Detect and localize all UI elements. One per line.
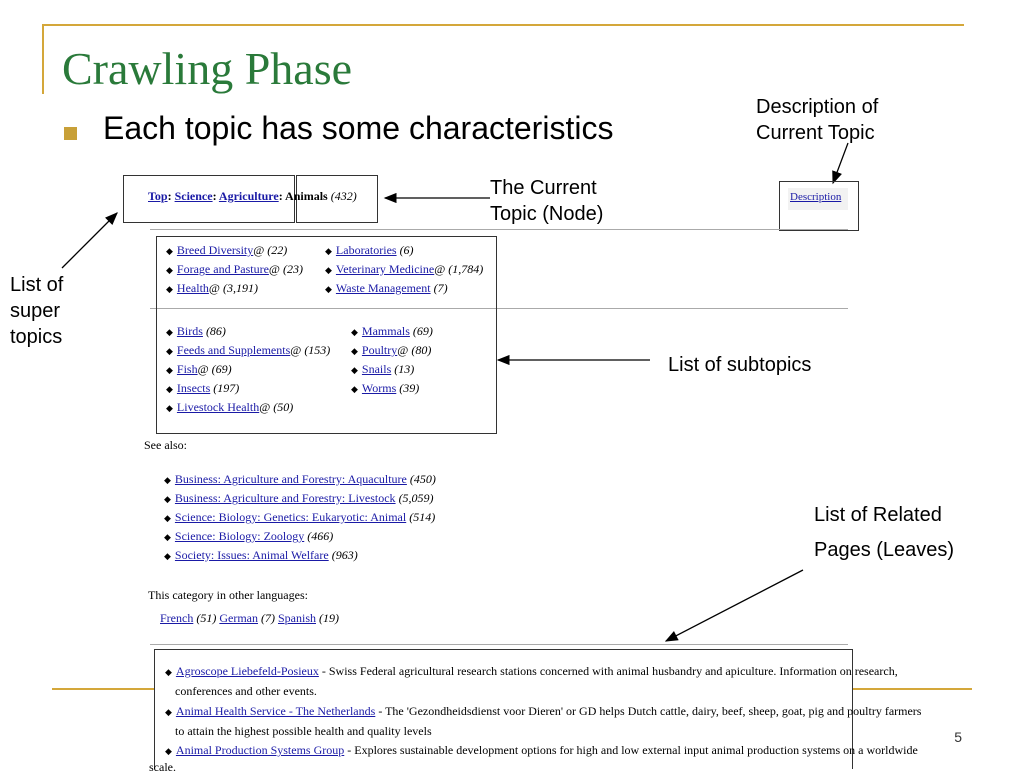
subtopic-link[interactable]: Worms bbox=[361, 381, 397, 395]
see-also-item: ◆ Business: Agriculture and Forestry: Livestock (5,059) bbox=[164, 491, 434, 505]
annotation-line: Description of bbox=[756, 96, 879, 118]
subtopic-link[interactable]: Mammals bbox=[361, 324, 410, 338]
see-also-count: (466) bbox=[307, 529, 334, 543]
related-page-text: - Swiss Federal agricultural research stations concerned with animal husbandry and apiculture. Information on research, bbox=[318, 664, 898, 678]
subtopic-item: ◆ Worms (39) bbox=[351, 381, 420, 395]
subtopic-item: ◆ Insects (197) bbox=[166, 381, 240, 395]
subtopic-link[interactable]: Laboratories bbox=[335, 243, 397, 257]
see-also-item: ◆ Science: Biology: Genetics: Eukaryotic: Animal (514) bbox=[164, 510, 436, 524]
related-pages-box bbox=[149, 649, 922, 774]
annotation-line: super bbox=[10, 300, 61, 322]
subtopic-link[interactable]: Forage and Pasture bbox=[176, 262, 269, 276]
breadcrumb-sep: : bbox=[167, 189, 172, 203]
subtopic-suffix: @ bbox=[290, 343, 302, 357]
subtopic-count: (6) bbox=[399, 243, 414, 257]
bullet-diamond-icon: ◆ bbox=[165, 707, 172, 717]
divider bbox=[150, 644, 848, 645]
language-link-german[interactable]: German bbox=[219, 611, 258, 625]
language-link-french[interactable]: French bbox=[160, 611, 194, 625]
subtopic-link[interactable]: Waste Management bbox=[335, 281, 431, 295]
related-page-link[interactable]: Animal Health Service - The Netherlands bbox=[175, 704, 376, 718]
subtopic-item: ◆ Livestock Health@ (50) bbox=[166, 400, 294, 414]
related-page-text-cont: scale. bbox=[149, 760, 176, 774]
page-number: 5 bbox=[954, 729, 962, 745]
bullet-diamond-icon: ◆ bbox=[165, 667, 172, 677]
annotation-line: Pages (Leaves) bbox=[814, 539, 955, 561]
breadcrumb-science[interactable]: Science bbox=[174, 189, 213, 203]
languages-heading: This category in other languages: bbox=[148, 588, 308, 602]
divider bbox=[150, 229, 848, 230]
subtopic-link[interactable]: Birds bbox=[176, 324, 203, 338]
subtopic-item: ◆ Feeds and Supplements@ (153) bbox=[166, 343, 331, 357]
language-count: (7) bbox=[260, 611, 275, 625]
see-also-link[interactable]: Society: Issues: Animal Welfare bbox=[174, 548, 329, 562]
see-also-item: ◆ Business: Agriculture and Forestry: Aquaculture (450) bbox=[164, 472, 436, 486]
subtopic-item: ◆ Waste Management (7) bbox=[325, 281, 448, 295]
subtopic-count: (80) bbox=[411, 343, 432, 357]
related-page-link[interactable]: Animal Production Systems Group bbox=[175, 743, 345, 757]
see-also-count: (5,059) bbox=[398, 491, 434, 505]
subtopic-item: ◆ Snails (13) bbox=[351, 362, 415, 376]
subtopic-suffix: @ bbox=[268, 262, 280, 276]
subtopic-count: (3,191) bbox=[222, 281, 258, 295]
subtopic-item: ◆ Forage and Pasture@ (23) bbox=[166, 262, 303, 276]
annotation-line: Topic (Node) bbox=[490, 203, 604, 225]
related-page-text: - Explores sustainable development options for high and low external input animal production systems on a worldwide bbox=[344, 743, 918, 757]
subtopic-link[interactable]: Feeds and Supplements bbox=[176, 343, 291, 357]
subtopic-suffix: @ bbox=[197, 362, 209, 376]
breadcrumb-sep: : bbox=[212, 189, 217, 203]
see-also-link[interactable]: Science: Biology: Genetics: Eukaryotic: Animal bbox=[174, 510, 407, 524]
see-also-link[interactable]: Business: Agriculture and Forestry: Aquaculture bbox=[174, 472, 407, 486]
subtopic-suffix: @ bbox=[397, 343, 409, 357]
breadcrumb-top[interactable]: Top bbox=[148, 189, 168, 203]
see-also-count: (450) bbox=[409, 472, 436, 486]
subtopic-link[interactable]: Snails bbox=[361, 362, 392, 376]
see-also-heading: See also: bbox=[144, 438, 187, 452]
breadcrumb bbox=[148, 189, 357, 204]
see-also-link[interactable]: Business: Agriculture and Forestry: Livestock bbox=[174, 491, 396, 505]
language-count: (19) bbox=[319, 611, 339, 625]
related-page-text-cont: conferences and other events. bbox=[175, 684, 317, 698]
annotation-line: Current Topic bbox=[756, 122, 875, 144]
subtopic-count: (23) bbox=[282, 262, 303, 276]
subtopic-count: (50) bbox=[273, 400, 294, 414]
subtopic-item: ◆ Laboratories (6) bbox=[325, 243, 414, 257]
subtopic-link[interactable]: Poultry bbox=[361, 343, 398, 357]
subtopic-count: (153) bbox=[304, 343, 331, 357]
subtopic-link[interactable]: Veterinary Medicine bbox=[335, 262, 435, 276]
related-page-link[interactable]: Agroscope Liebefeld-Posieux bbox=[175, 664, 319, 678]
see-also-item: ◆ Science: Biology: Zoology (466) bbox=[164, 529, 334, 543]
subtopic-suffix: @ bbox=[208, 281, 220, 295]
subtopic-count: (39) bbox=[399, 381, 420, 395]
subtopic-suffix: @ bbox=[434, 262, 446, 276]
breadcrumb-agriculture[interactable]: Agriculture bbox=[218, 189, 279, 203]
subtopic-item: ◆ Poultry@ (80) bbox=[351, 343, 432, 357]
breadcrumb-sep: : bbox=[278, 189, 283, 203]
breadcrumb-current: Animals bbox=[285, 189, 328, 203]
related-page-text-cont: to attain the highest possible health and quality levels bbox=[175, 724, 432, 738]
subtopic-count: (69) bbox=[211, 362, 232, 376]
annotation-line: topics bbox=[10, 326, 63, 348]
subtopic-count: (86) bbox=[205, 324, 226, 338]
subtopic-count: (13) bbox=[394, 362, 415, 376]
bullet-text: Each topic has some characteristics bbox=[103, 110, 614, 146]
language-link-spanish[interactable]: Spanish bbox=[277, 611, 316, 625]
subtopic-link[interactable]: Fish bbox=[176, 362, 198, 376]
see-also-link[interactable]: Science: Biology: Zoology bbox=[174, 529, 305, 543]
subtopic-item: ◆ Mammals (69) bbox=[351, 324, 433, 338]
subtopic-count: (197) bbox=[213, 381, 240, 395]
subtopic-item: ◆ Fish@ (69) bbox=[166, 362, 232, 376]
related-page-item bbox=[165, 704, 921, 719]
description-box bbox=[779, 181, 859, 231]
subtopic-item: ◆ Breed Diversity@ (22) bbox=[166, 243, 288, 257]
related-page-item bbox=[165, 743, 918, 758]
subtopic-count: (7) bbox=[433, 281, 448, 295]
subtopic-count: (1,784) bbox=[448, 262, 484, 276]
subtopic-link[interactable]: Insects bbox=[176, 381, 211, 395]
arrow-related-pages bbox=[666, 570, 803, 641]
subtopic-count: (69) bbox=[412, 324, 433, 338]
related-page-item bbox=[165, 664, 898, 679]
annotation-line: List of bbox=[10, 274, 64, 296]
annotation-subtopics: List of subtopics bbox=[668, 354, 812, 376]
see-also-item: ◆ Society: Issues: Animal Welfare (963) bbox=[164, 548, 358, 562]
annotation-line: List of Related bbox=[814, 504, 942, 526]
languages-list bbox=[160, 611, 339, 626]
subtopic-link[interactable]: Health bbox=[176, 281, 209, 295]
arrow-super-topics bbox=[62, 213, 117, 268]
subtopic-item: ◆ Health@ (3,191) bbox=[166, 281, 258, 295]
see-also-count: (514) bbox=[409, 510, 436, 524]
annotation-line: The Current bbox=[490, 177, 597, 199]
breadcrumb-count: (432) bbox=[330, 189, 357, 203]
subtopic-link[interactable]: Breed Diversity bbox=[176, 243, 254, 257]
subtopic-count: (22) bbox=[267, 243, 288, 257]
subtopic-link[interactable]: Livestock Health bbox=[176, 400, 260, 414]
slide-title: Crawling Phase bbox=[62, 43, 353, 94]
subtopic-item: ◆ Veterinary Medicine@ (1,784) bbox=[325, 262, 484, 276]
language-count: (51) bbox=[196, 611, 217, 625]
bullet-diamond-icon: ◆ bbox=[165, 746, 172, 756]
subtopic-suffix: @ bbox=[259, 400, 271, 414]
related-page-text: - The 'Gezondheidsdienst voor Dieren' or GD helps Dutch cattle, dairy, beef, sheep, goat, pig and poultry farmers bbox=[375, 704, 922, 718]
description-link[interactable]: Description bbox=[790, 191, 842, 203]
subtopic-suffix: @ bbox=[253, 243, 265, 257]
see-also-count: (963) bbox=[331, 548, 358, 562]
arrow-description bbox=[833, 143, 848, 183]
subtopic-item: ◆ Birds (86) bbox=[166, 324, 226, 338]
